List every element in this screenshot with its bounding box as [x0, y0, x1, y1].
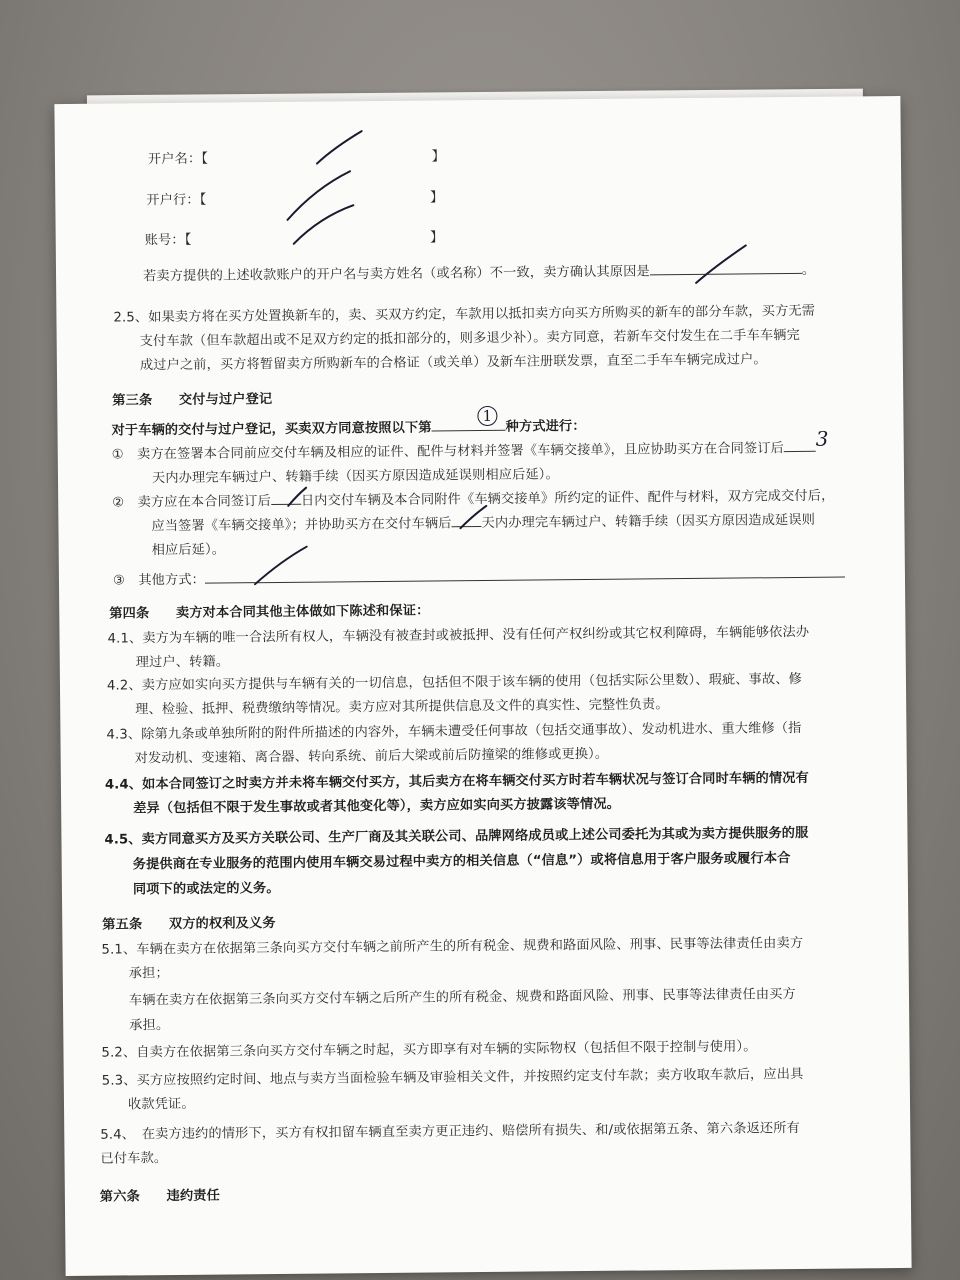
clause-2-5-line-3: 成过户之前，买方将暂留卖方所购新车的合格证（或关单）及新车注册联发票，直至二手车车辆完成过户。: [139, 352, 767, 374]
clause-4-4: 4.4、如本合同签订之时卖方并未将车辆交付买方，其后卖方在将车辆交付买方时若车辆状况与签订合同时车辆的情况有: [104, 770, 810, 793]
clause-4-5-cont-2: 同项下的或法定的义务。: [132, 880, 280, 898]
article-3-option-2: ② 卖方应在本合同签订后 日内交付车辆及本合同附件《车辆交接单》所约定的证件、配件与材料，双方完成交付后，: [112, 488, 835, 511]
clause-5-1b: 车辆在卖方在依据第三条向买方交付车辆之后所产生的所有税金、规费和路面风险、刑事、民事等法律责任由买方: [128, 987, 796, 1009]
article-3-option-1-cont: 天内办理完车辆过户、转籍手续（因买方原因造成延误则相应后延）。: [151, 467, 559, 487]
article-4-title: 第四条 卖方对本合同其他主体做如下陈述和保证：: [109, 603, 430, 622]
handwriting-strike-marks: [54, 96, 911, 1276]
clause-4-2-cont: 理、检验、抵押、税费缴纳等情况。卖方应对其所提供信息及文件的真实性、完整性负责。: [135, 697, 669, 718]
clause-4-3: 4.3、除第九条或单独所附的附件所描述的内容外，车辆未遭受任何事故（包括交通事故）、发动机进水、重大维修（指: [106, 720, 802, 743]
clause-5-1-cont: 承担；: [128, 966, 169, 982]
clause-4-3-cont: 对发动机、变速箱、离合器、转向系统、前后大梁或前后防撞梁的维修或更换）。: [134, 746, 609, 767]
clause-4-4-cont: 差异（包括但不限于发生事故或者其他变化等），卖方应如实向买方披露该等情况。: [133, 796, 621, 817]
account-mismatch-line: 若卖方提供的上述收款账户的开户名与卖方姓名（或名称）不一致，卖方确认其原因是 。: [143, 259, 815, 289]
account-bank-line: 开户行：【 】: [146, 190, 444, 209]
article-6-title: 第六条 违约责任: [99, 1188, 221, 1205]
article-3-option-3: ③ 其他方式：: [113, 563, 845, 594]
clause-5-3: 5.3、买方应按照约定时间、地点与卖方当面检验车辆及审验相关文件，并按照约定支付车款；卖方收取车款后，应出具: [101, 1066, 804, 1089]
handwritten-option-number: 1: [477, 406, 497, 426]
clause-2-5-line-2: 支付车款（但车款超出或不足双方约定的抵扣部分的，则多退少补）。卖方同意，若新车交付发生在二手车车辆完: [139, 327, 801, 350]
clause-2-5-line-1: 2.5、如果卖方将在买方处置换新车的，卖、买双方约定，车款用以抵扣卖方向买方所购买的新车的部分车款，买方无需: [113, 303, 816, 326]
clause-5-2: 5.2、自卖方在依据第三条向买方交付车辆之时起，买方即享有对车辆的实际物权（包括但不限于控制与使用）。: [101, 1039, 757, 1061]
article-3-option-1: ① 卖方在签署本合同前应交付车辆及相应的证件、配件与材料并签署《车辆交接单》，且应协助买方在合同签订后: [112, 437, 816, 468]
clause-4-1: 4.1、卖方为车辆的唯一合法所有权人，车辆没有被查封或被抵押、没有任何产权纠纷或其它权利障碍，车辆能够依法办: [107, 624, 810, 647]
article-3-intro: 对于车辆的交付与过户登记，买卖双方同意按照以下第 种方式进行：: [111, 415, 585, 444]
clause-5-1: 5.1、车辆在卖方在依据第三条向买方交付车辆之前所产生的所有税金、规费和路面风险、刑事、民事等法律责任由卖方: [101, 935, 804, 958]
clause-4-1-cont: 理过户、转籍。: [135, 654, 230, 671]
article-3-option-2-cont: 应当签署《车辆交接单》；并协助买方在交付车辆后 天内办理完车辆过户、转籍手续（因买方原因造成延误则: [151, 512, 816, 535]
clause-4-5-cont-1: 务提供商在专业服务的范围内使用车辆交易过程中卖方的相关信息（“信息”）或将信息用于客户服务或履行本合: [132, 851, 791, 873]
article-5-title: 第五条 双方的权利及义务: [102, 916, 276, 933]
account-number-line: 账号：【 】: [144, 230, 444, 249]
clause-5-4: 5.4、 在卖方违约的情形下，买方有权扣留车辆直至卖方更正违约、赔偿所有损失、和/或依据第五条、第六条返还所有: [100, 1120, 800, 1143]
article-3-option-2-end: 相应后延）。: [151, 542, 226, 559]
contract-page: [54, 96, 911, 1276]
clause-4-5: 4.5、卖方同意买方及买方关联公司、生产厂商及其关联公司、品牌网络成员或上述公司委托为其或为卖方提供服务的服: [104, 825, 809, 848]
clause-4-2: 4.2、卖方应如实向买方提供与车辆有关的一切信息，包括但不限于该车辆的使用（包括实际公里数）、瑕疵、事故、修: [106, 671, 803, 694]
clause-5-1b-cont: 承担。: [129, 1018, 170, 1034]
clause-5-3-cont: 收款凭证。: [127, 1096, 195, 1113]
article-3-title: 第三条 交付与过户登记: [112, 392, 273, 409]
handwritten-days-value: 3: [815, 426, 829, 451]
account-name-line: 开户名：【 】: [147, 149, 446, 168]
clause-5-4-cont: 已付车款。: [100, 1151, 168, 1167]
